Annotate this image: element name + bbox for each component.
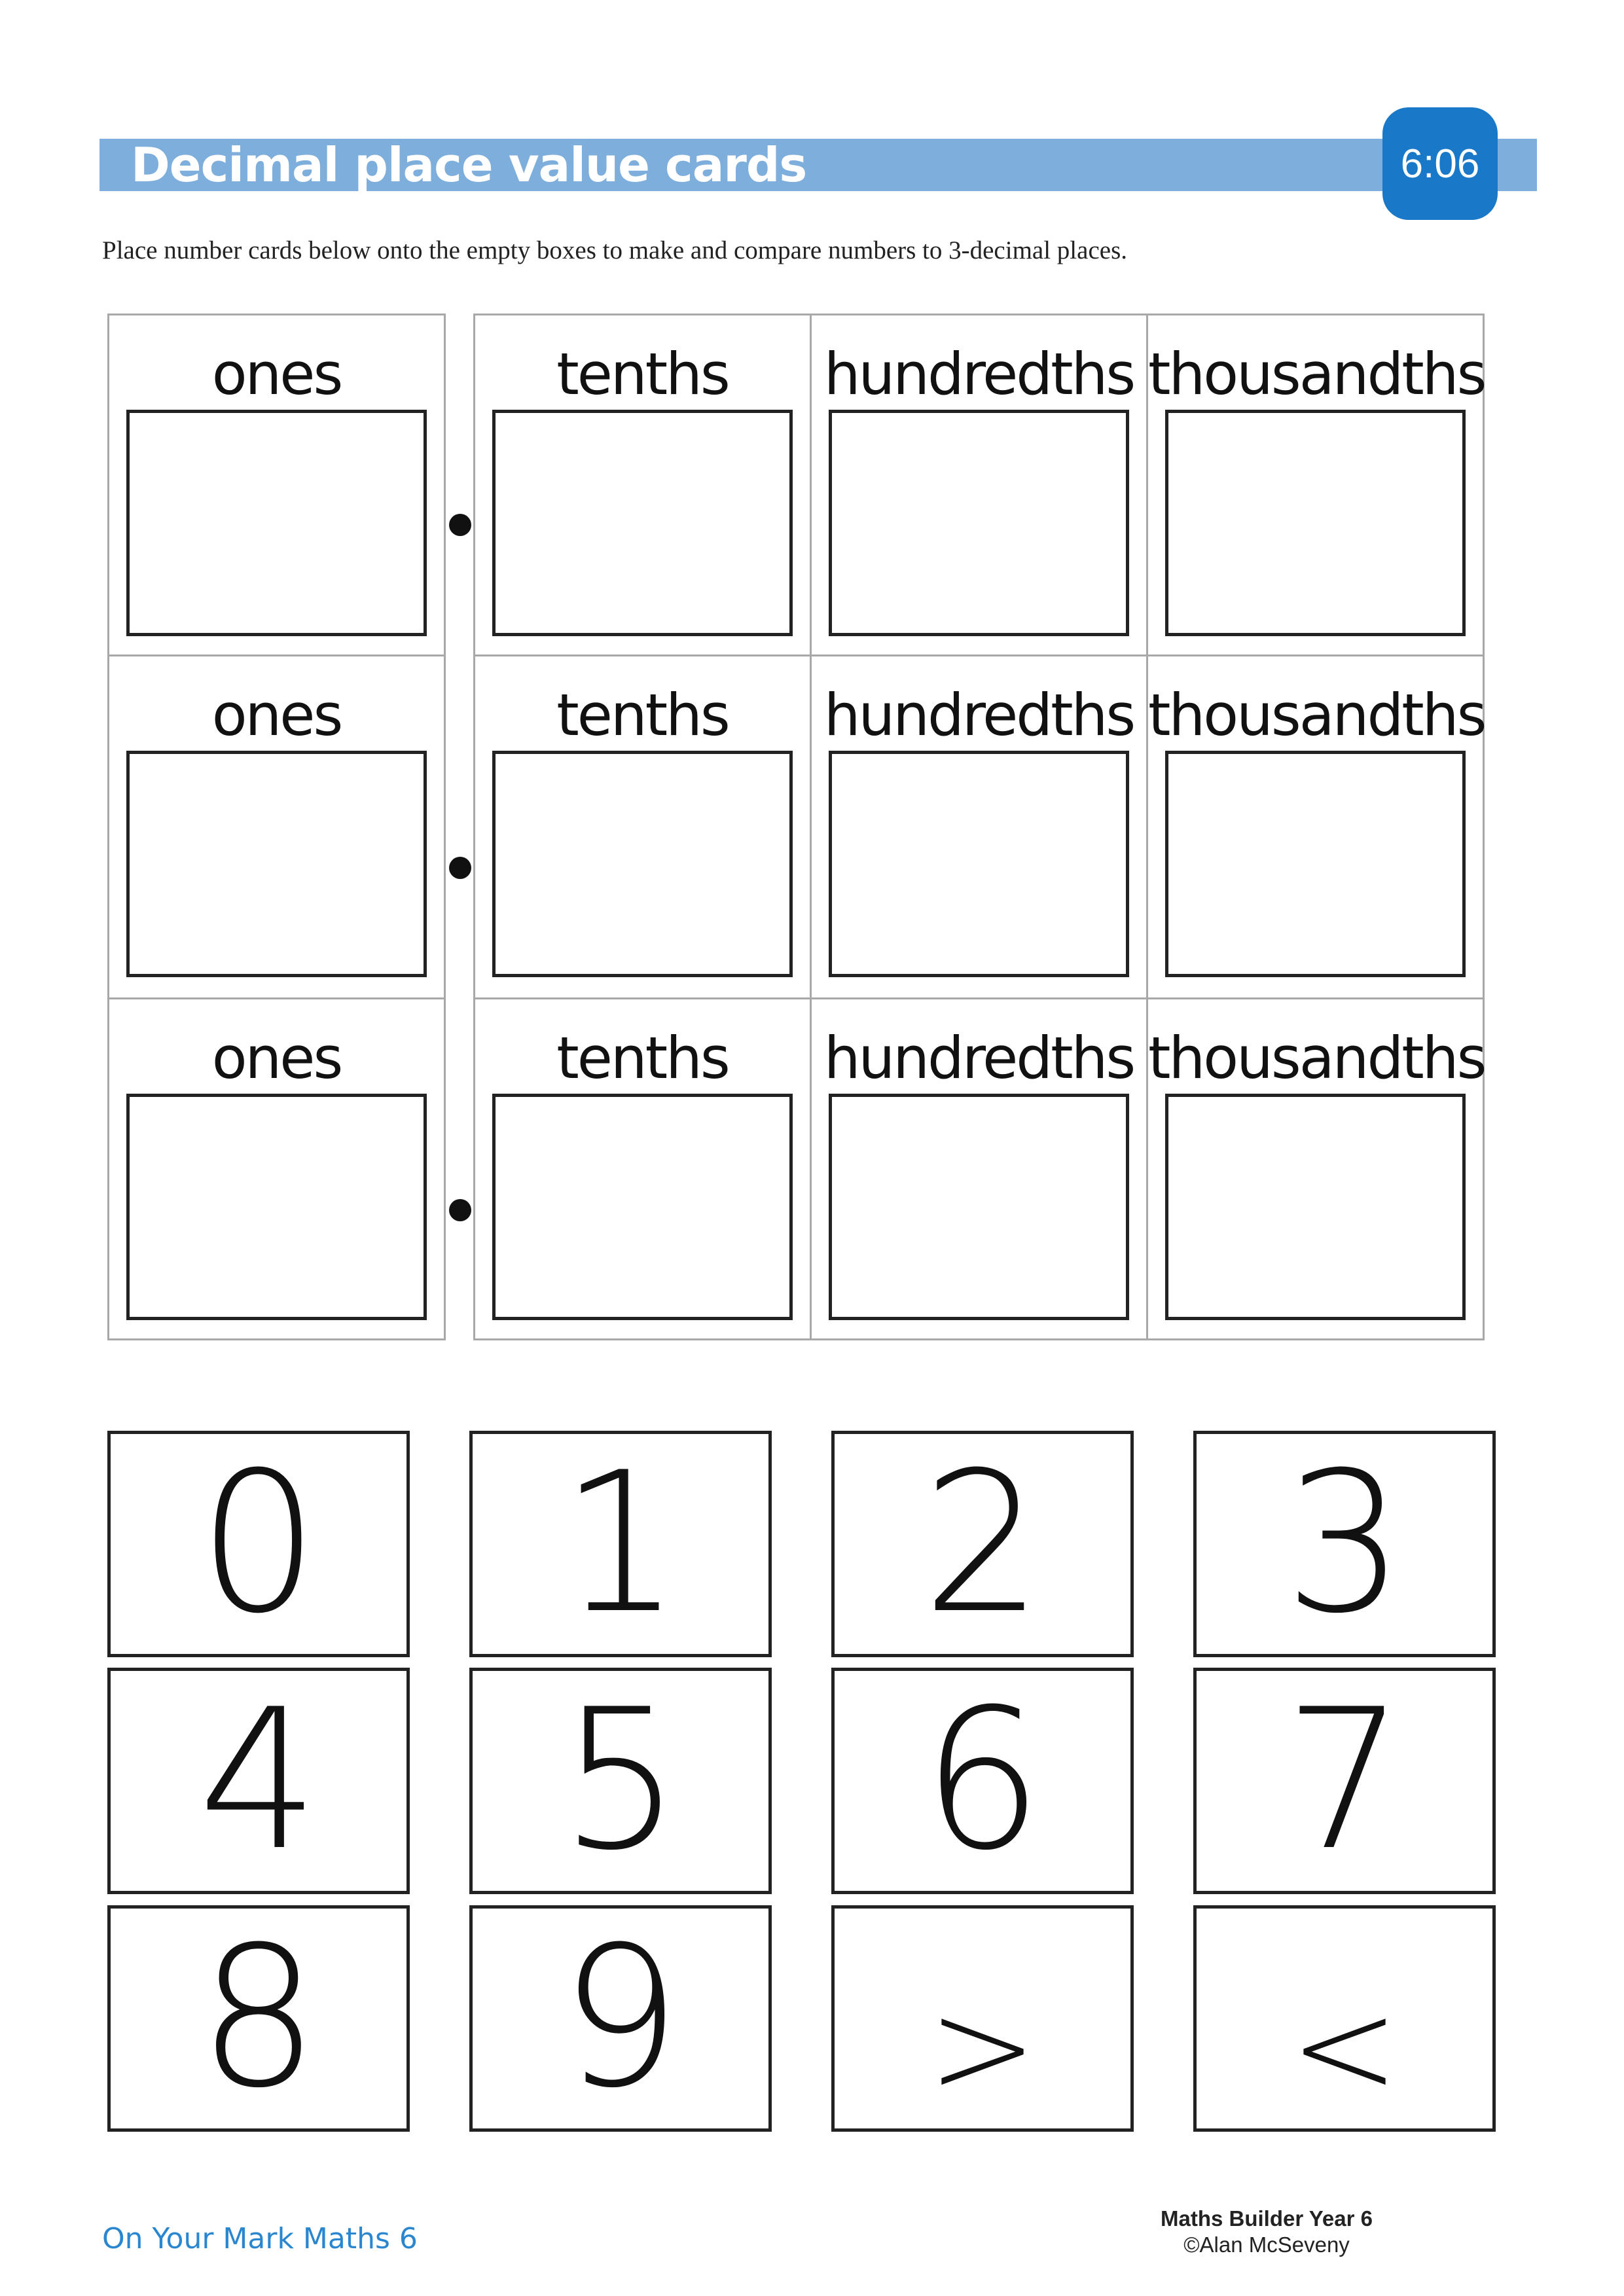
tenths-label: tenths (556, 681, 729, 749)
thousandths-cell (1146, 655, 1485, 999)
ones-label: ones (211, 681, 342, 749)
card-digit: 7 (1284, 1668, 1405, 1893)
thousandths-cell (1146, 314, 1485, 656)
thousandths-label: thousandths (1148, 340, 1485, 408)
tenths-drop-box[interactable] (492, 1094, 793, 1320)
card-digit: 6 (922, 1668, 1043, 1893)
number-card-0[interactable] (107, 1431, 410, 1657)
thousandths-label: thousandths (1148, 1024, 1485, 1092)
instruction-text: Place number cards below onto the empty boxes to make and compare numbers to 3-decimal places. (102, 236, 1127, 264)
tenths-cell (473, 997, 812, 1340)
ones-cell (107, 997, 446, 1340)
ones-drop-box[interactable] (126, 410, 427, 636)
card-symbol: > (928, 1969, 1038, 2126)
ones-label: ones (211, 340, 342, 408)
number-card-3[interactable] (1193, 1431, 1496, 1657)
thousandths-cell (1146, 997, 1485, 1340)
thousandths-drop-box[interactable] (1165, 751, 1466, 977)
hundredths-cell (810, 655, 1148, 999)
thousandths-label: thousandths (1148, 681, 1485, 749)
number-card-6[interactable] (831, 1668, 1134, 1894)
book-title: Maths Builder Year 6 (1160, 2206, 1373, 2231)
decimal-point (449, 1199, 471, 1221)
ones-cell (107, 314, 446, 656)
number-card-7[interactable] (1193, 1668, 1496, 1894)
book-credit (1113, 2206, 1420, 2258)
card-symbol: < (1290, 1969, 1399, 2126)
hundredths-label: hundredths (823, 340, 1134, 408)
hundredths-drop-box[interactable] (829, 1094, 1129, 1320)
card-digit: 2 (922, 1431, 1043, 1657)
hundredths-drop-box[interactable] (829, 751, 1129, 977)
thousandths-drop-box[interactable] (1165, 410, 1466, 636)
ones-label: ones (211, 1024, 342, 1092)
card-digit: 1 (560, 1431, 681, 1657)
number-card-1[interactable] (469, 1431, 772, 1657)
card-digit: 8 (198, 1905, 319, 2131)
page-title: Decimal place value cards (131, 137, 807, 192)
less-than-card[interactable] (1193, 1905, 1496, 2132)
hundredths-cell (810, 997, 1148, 1340)
ones-drop-box[interactable] (126, 1094, 427, 1320)
ones-cell (107, 655, 446, 999)
ones-drop-box[interactable] (126, 751, 427, 977)
thousandths-drop-box[interactable] (1165, 1094, 1466, 1320)
tenths-drop-box[interactable] (492, 410, 793, 636)
series-name: On Your Mark Maths 6 (102, 2222, 418, 2255)
card-digit: 4 (198, 1668, 319, 1893)
hundredths-label: hundredths (823, 1024, 1134, 1092)
hundredths-cell (810, 314, 1148, 656)
greater-than-card[interactable] (831, 1905, 1134, 2132)
hundredths-drop-box[interactable] (829, 410, 1129, 636)
tenths-cell (473, 314, 812, 656)
number-card-5[interactable] (469, 1668, 772, 1894)
card-digit: 9 (560, 1905, 681, 2131)
card-digit: 3 (1284, 1431, 1405, 1657)
copyright-text: ©Alan McSeveny (1183, 2233, 1350, 2257)
tenths-label: tenths (556, 1024, 729, 1092)
tenths-drop-box[interactable] (492, 751, 793, 977)
number-card-4[interactable] (107, 1668, 410, 1894)
number-card-8[interactable] (107, 1905, 410, 2132)
worksheet-code-badge: 6:06 (1382, 107, 1498, 220)
hundredths-label: hundredths (823, 681, 1134, 749)
decimal-point (449, 857, 471, 879)
tenths-cell (473, 655, 812, 999)
tenths-label: tenths (556, 340, 729, 408)
number-card-9[interactable] (469, 1905, 772, 2132)
card-digit: 5 (560, 1668, 681, 1893)
decimal-point (449, 514, 471, 536)
card-digit: 0 (198, 1431, 319, 1657)
number-card-2[interactable] (831, 1431, 1134, 1657)
